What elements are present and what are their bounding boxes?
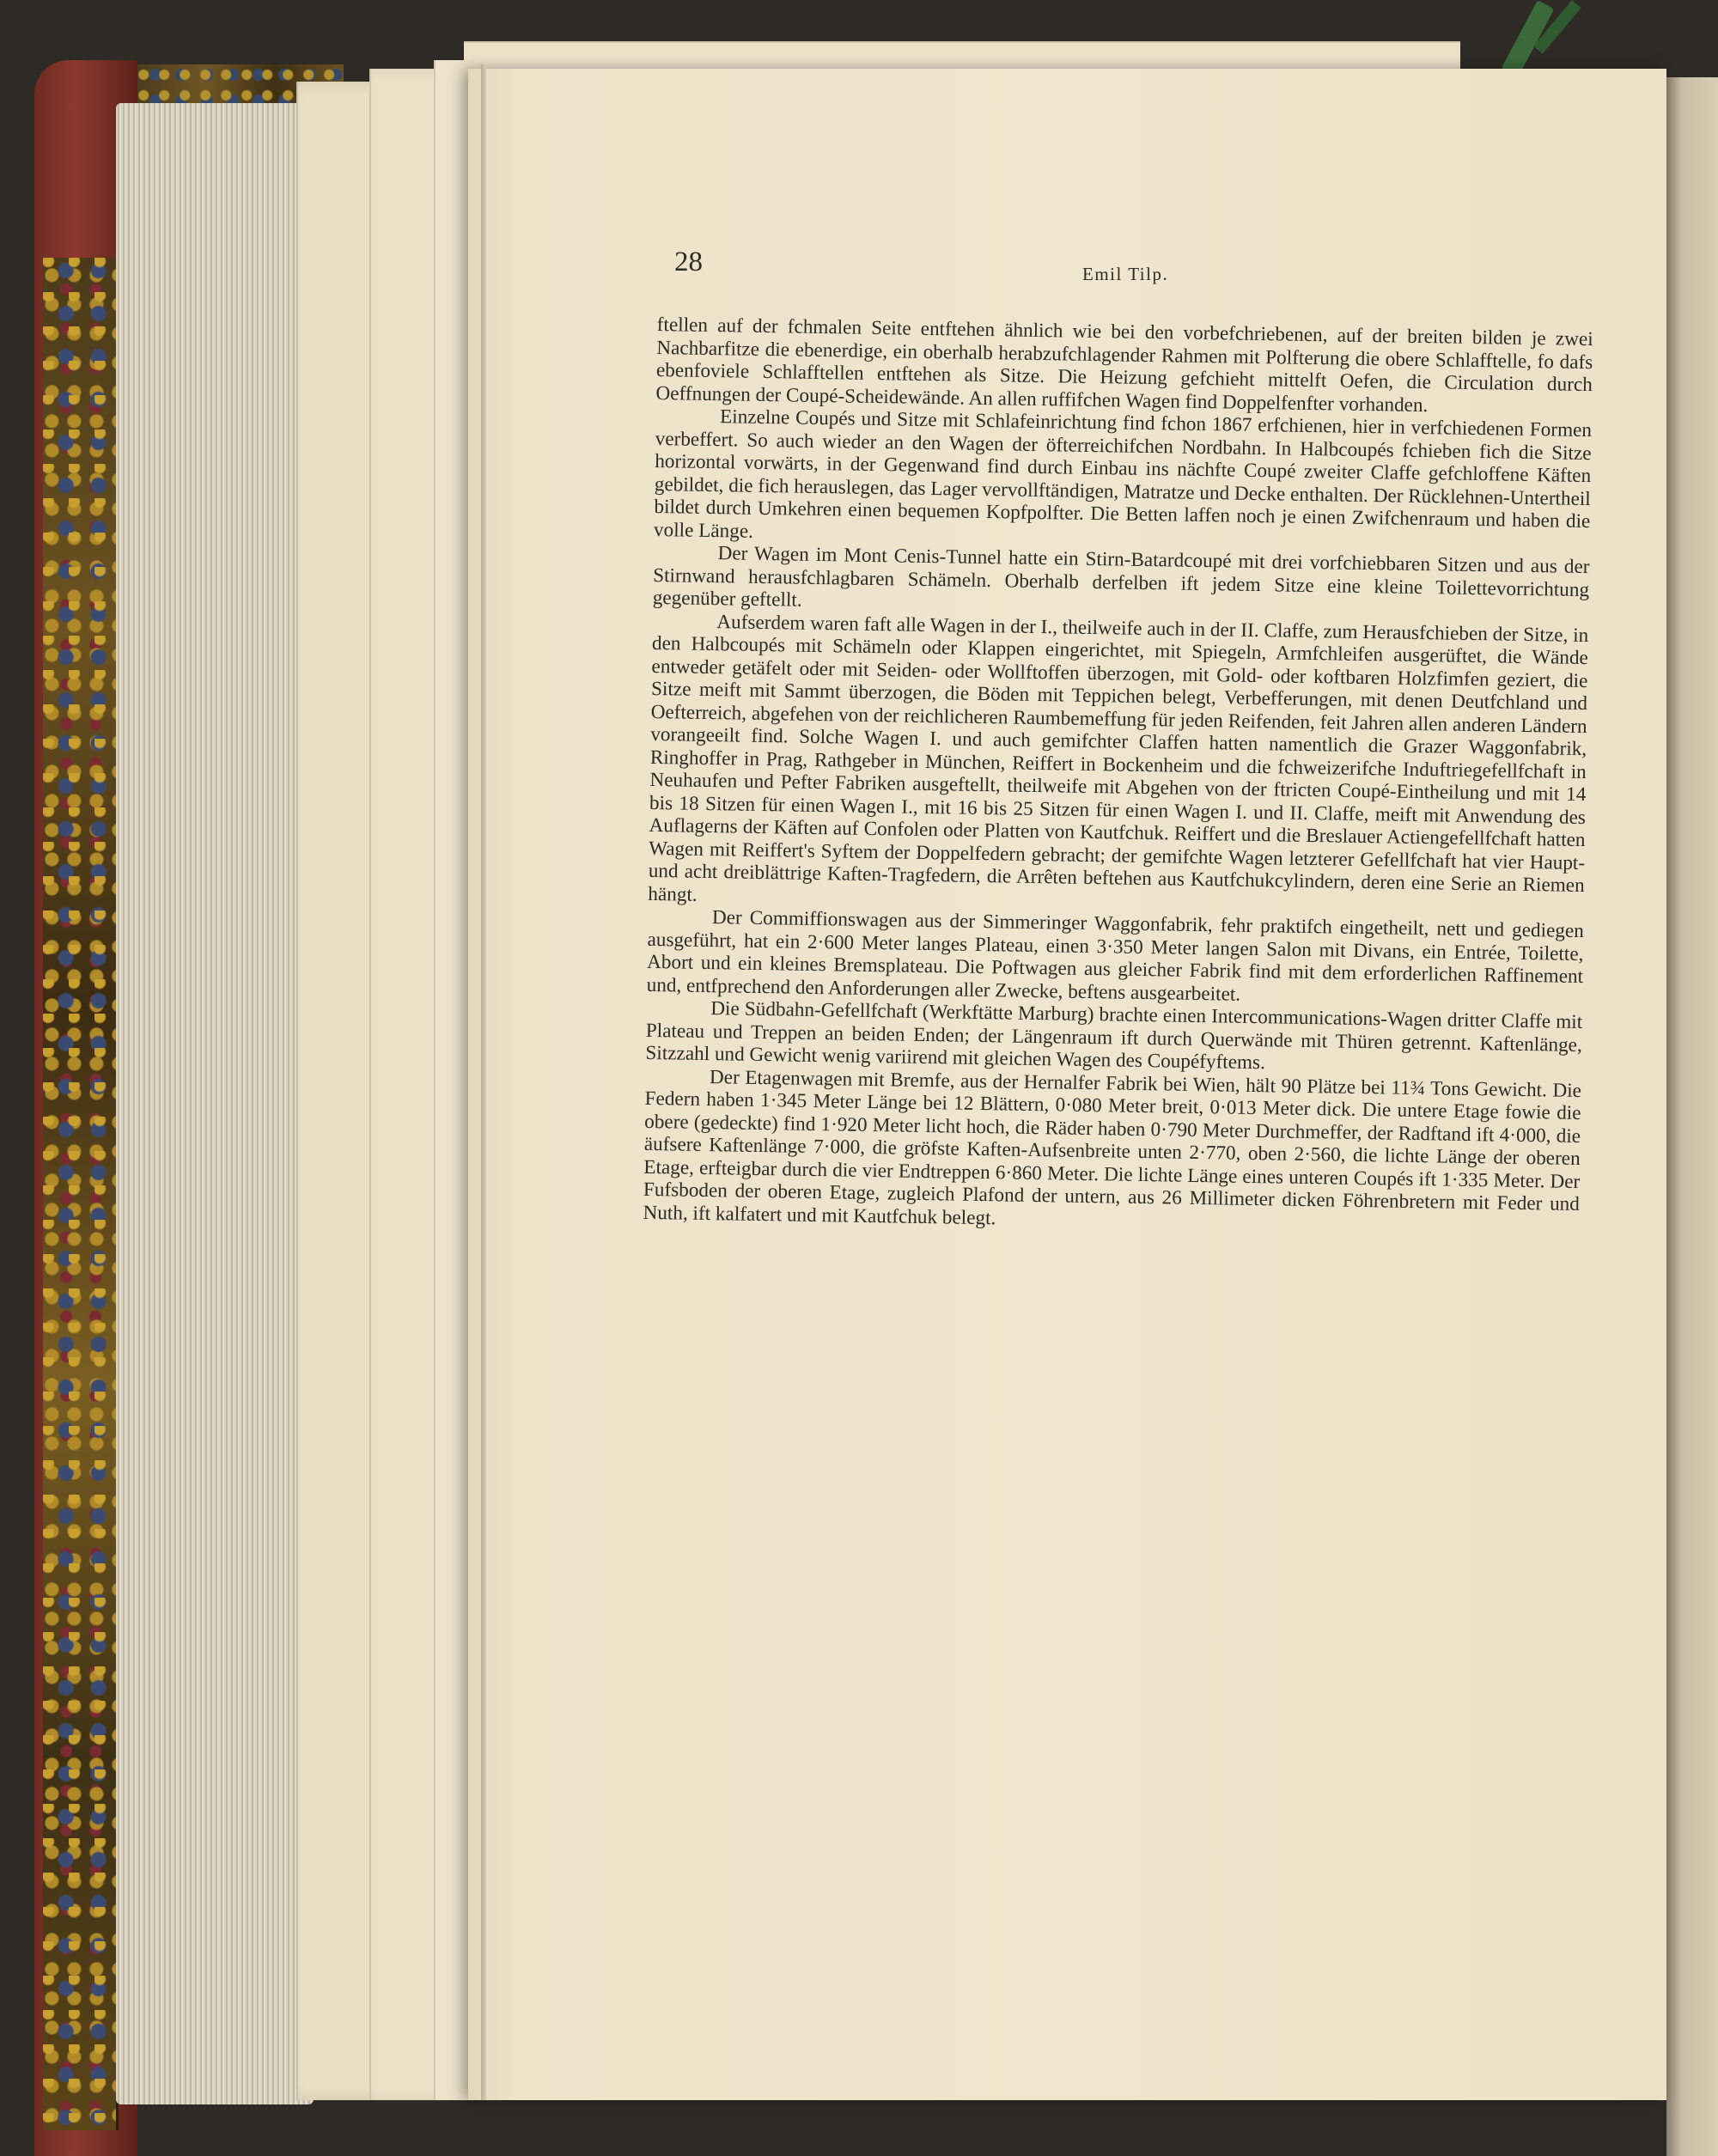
running-head: Emil Tilp. [1082, 264, 1169, 284]
paragraph: Die Südbahn-Gefellfchaft (Werkftätte Marburg) brachte einen Intercommunications-Wagen dritter Claffe mit Plateau und Treppen an beiden Enden; der Längenraum ift durch Querwände mit Thüren getrennt. Kaftenlänge, Sitzzahl und Gewicht wenig variirend mit gleichen Wagen des Coupéfyftems. [645, 997, 1583, 1075]
facing-page-gutter [1666, 77, 1718, 2156]
page-header [640, 245, 1585, 296]
paragraph: Einzelne Coupés und Sitze mit Schlafeinrichtung find fchon 1867 erfchienen, hier in verfchiedenen Formen verbeffert. So auch wieder an den Wagen der öfterreichifchen Nordbahn. In Halbcoupés fchieben fich die Sitze horizontal vorwärts, in der Gegenwand find durch Einbau ins nächfte Coupé zweiter Claffe gefchloffene Käften gebildet, die fich herauslegen, das Lager vervollftändigen, Matratze und Decke enthalten. Der Rücklehnen-Untertheil bildet durch Umkehren einen bequemen Kopfpolfter. Die Betten laffen noch je einen Zwifchenraum und haben die volle Länge. [653, 405, 1593, 543]
paragraph: Der Wagen im Mont Cenis-Tunnel hatte ein Stirn-Batardcoupé mit drei vorfchiebbaren Sitzen und aus der Stirnwand herausfchlagbaren Schämeln. Oberhalb derfelben ift jedem Sitze eine kleine Toilettevorrichtung gegenüber geftellt. [652, 542, 1590, 612]
page-number: 28 [674, 247, 703, 277]
marbled-endpaper [43, 258, 119, 2130]
paragraph: Der Etagenwagen mit Bremfe, aus der Hernalfer Fabrik bei Wien, hält 90 Plätze bei 11¾ Tons Gewicht. Die Federn haben 1·345 Meter Länge bei 12 Blättern, 0·080 Meter breit, 0·013 Meter dick. Die untere Etage fowie die obere (gedeckte) find 1·920 Meter licht hoch, die Räder haben 0·790 Meter Durchmeffer, der Radftand ift 4·000, die äufsere Kaftenlänge 7·000, die gröfste Kaften-Aufsenbreite unten 2·770, oben 2·560, die lichte Länge der oberen Etage, erfteigbar durch die vier Endtreppen 6·860 Meter. Die lichte Länge eines unteren Coupés ift 1·335 Meter. Der Fufsboden der oberen Etage, zugleich Plafond der untern, aus 26 Millimeter dicken Föhrenbretern mit Feder und Nuth, ift kalfatert und mit Kautfchuk belegt. [643, 1065, 1582, 1229]
paragraph: Aufserdem waren faft alle Wagen in der I., theilweife auch in der II. Claffe, zum Herausfchieben der Sitze, in den Halbcoupés mit Schämeln oder Klappen eingerichtet, mit Spiegeln, Armfchleifen ausgerüftet, die Wände entweder getäfelt oder mit Seiden- oder Wollftoffen überzogen, mit Gold- oder koftbaren Holzfimfen geziert, die Sitze meift mit Sammt überzogen, die Böden mit Teppichen belegt, Verbefferungen, mit denen Deutfchland und Oefterreich, abgefehen von der reichlicheren Raumbemeffung für jeden Reifenden, feit Jahren allen anderen Ländern vorangeeilt find. Solche Wagen I. und auch gemifchter Claffen hatten namentlich die Grazer Waggonfabrik, Ringhoffer in Prag, Rathgeber in München, Reiffert in Bockenheim und die fchweizerifche Induftriegefellfchaft in Neuhaufen und Pefter Fabriken ausgeftellt, theilweife mit Abgehen von der ftricten Coupé-Eintheilung und mit 14 bis 18 Sitzen für einen Wagen I., mit 16 bis 25 Sitzen für einen Wagen I. und II. Claffe, meift mit Anwendung des Auflagerns der Käften auf Confolen oder Platten von Kautfchuk. Reiffert und die Breslauer Actiengefellfchaft hatten Wagen mit Reiffert's Syftem der Doppelfedern gebracht; der gemifchte Wagen letzterer Gefellfchaft hat vier Haupt- und acht dreiblättrige Kaften-Tragfedern, die Arrêten beftehen aus Kautfchukcylindern, deren eine Serie an Riemen hängt. [648, 610, 1589, 906]
paragraph: ftellen auf der fchmalen Seite entftehen ähnlich wie bei den vorbefchriebenen, auf der breiten bilden je zwei Nachbarfitze die ebenerdige, ein oberhalb herabzufchlagender Rahmen mit Polfterung die obere Schlafftelle, fo dafs ebenfoviele Schlafftellen entftehen als Sitze. Die Heizung gefchieht mittelft Oefen, die Circulation durch Oeffnungen der Coupé-Scheidewände. An allen ruffifchen Wagen find Doppelfenfter vorhanden. [655, 314, 1593, 417]
page-text-area [640, 245, 1593, 1229]
page-stack [116, 103, 314, 2104]
paper-edge-top [464, 41, 1460, 69]
paragraph: Der Commiffionswagen aus der Simmeringer Waggonfabrik, fehr praktifch eingetheilt, nett und gediegen ausgeführt, hat ein 2·600 Meter langes Plateau, einen 3·350 Meter langen Salon mit Divans, ein Entrée, Toilette, Abort und ein kleines Bremsplateau. Die Poftwagen aus gleicher Fabrik find mit dem erforderlichen Raffinement und, entfprechend den Anforderungen aller Zwecke, beftens ausgearbeitet. [646, 906, 1585, 1006]
page-fold-line [481, 64, 486, 2100]
body-text [643, 314, 1593, 1239]
